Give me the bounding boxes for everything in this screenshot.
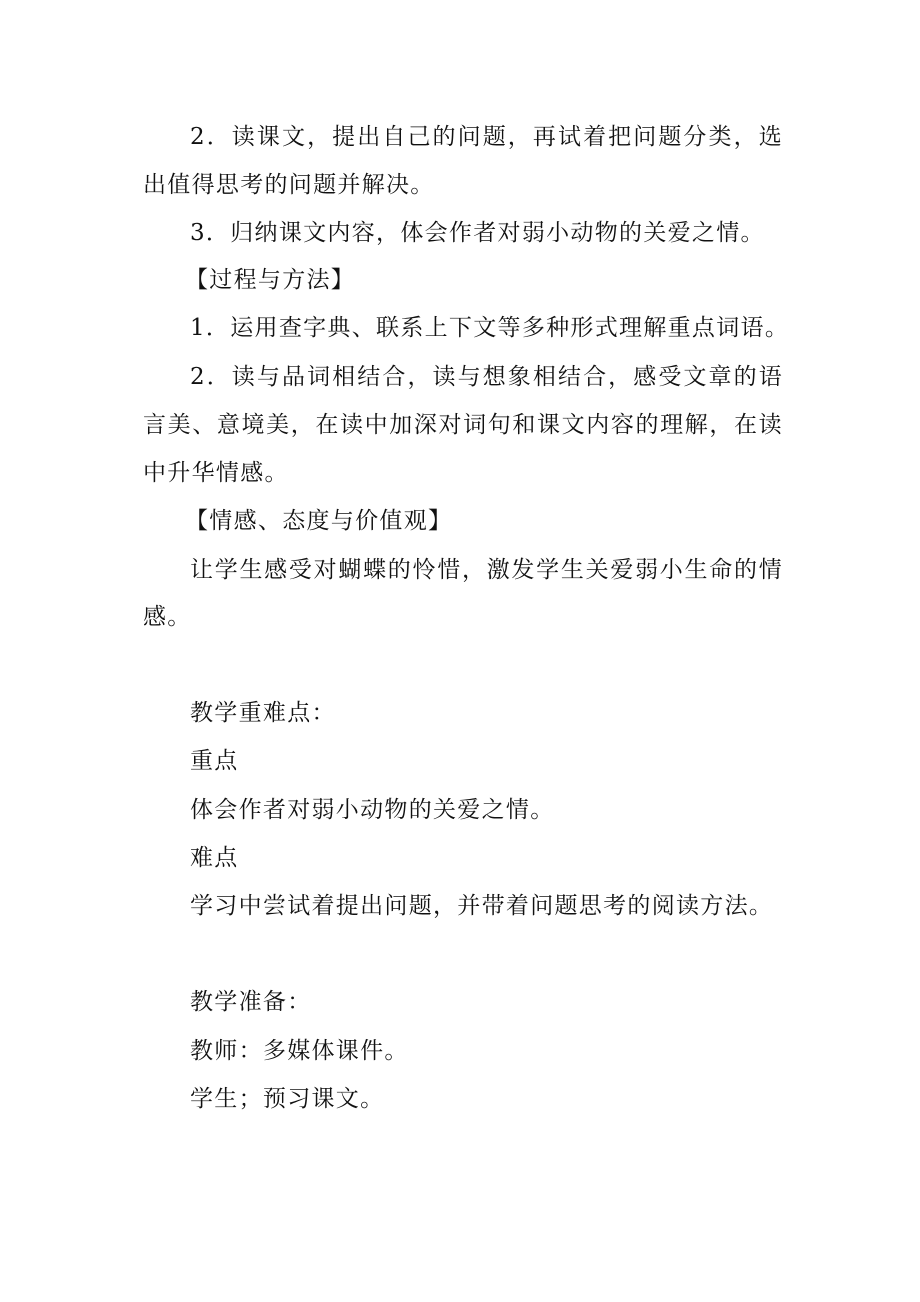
key-point-text: 体会作者对弱小动物的关爱之情。: [190, 797, 555, 823]
objective-item-2-line-2: 出值得思考的问题并解决。: [143, 172, 435, 198]
difficult-point-label: 难点: [190, 845, 239, 871]
key-difficult-heading: 教学重难点：: [190, 700, 336, 726]
process-item-1: 1．运用查字典、联系上下文等多种形式理解重点词语。: [190, 315, 790, 341]
objective-item-2-line-1: 2．读课文，提出自己的问题，再试着把问题分类，选: [190, 124, 783, 150]
difficult-point-text: 学习中尝试着提出问题，并带着问题思考的阅读方法。: [190, 893, 774, 919]
emotion-attitude-heading: 【情感、态度与价值观】: [185, 508, 453, 534]
emotion-text-line-1: 让学生感受对蝴蝶的怜惜，激发学生关爱弱小生命的情: [190, 557, 783, 583]
preparation-heading: 教学准备：: [190, 989, 312, 1015]
key-point-label: 重点: [190, 748, 239, 774]
process-item-2-line-3: 中升华情感。: [143, 460, 289, 486]
objective-item-3: 3．归纳课文内容，体会作者对弱小动物的关爱之情。: [190, 220, 765, 246]
emotion-text-line-2: 感。: [143, 604, 192, 630]
preparation-teacher: 教师：多媒体课件。: [190, 1038, 409, 1064]
process-item-2-line-2: 言美、意境美，在读中加深对词句和课文内容的理解，在读: [143, 412, 783, 438]
process-method-heading: 【过程与方法】: [185, 267, 356, 293]
process-item-2-line-1: 2．读与品词相结合，读与想象相结合，感受文章的语: [190, 364, 783, 390]
preparation-student: 学生；预习课文。: [190, 1086, 385, 1112]
